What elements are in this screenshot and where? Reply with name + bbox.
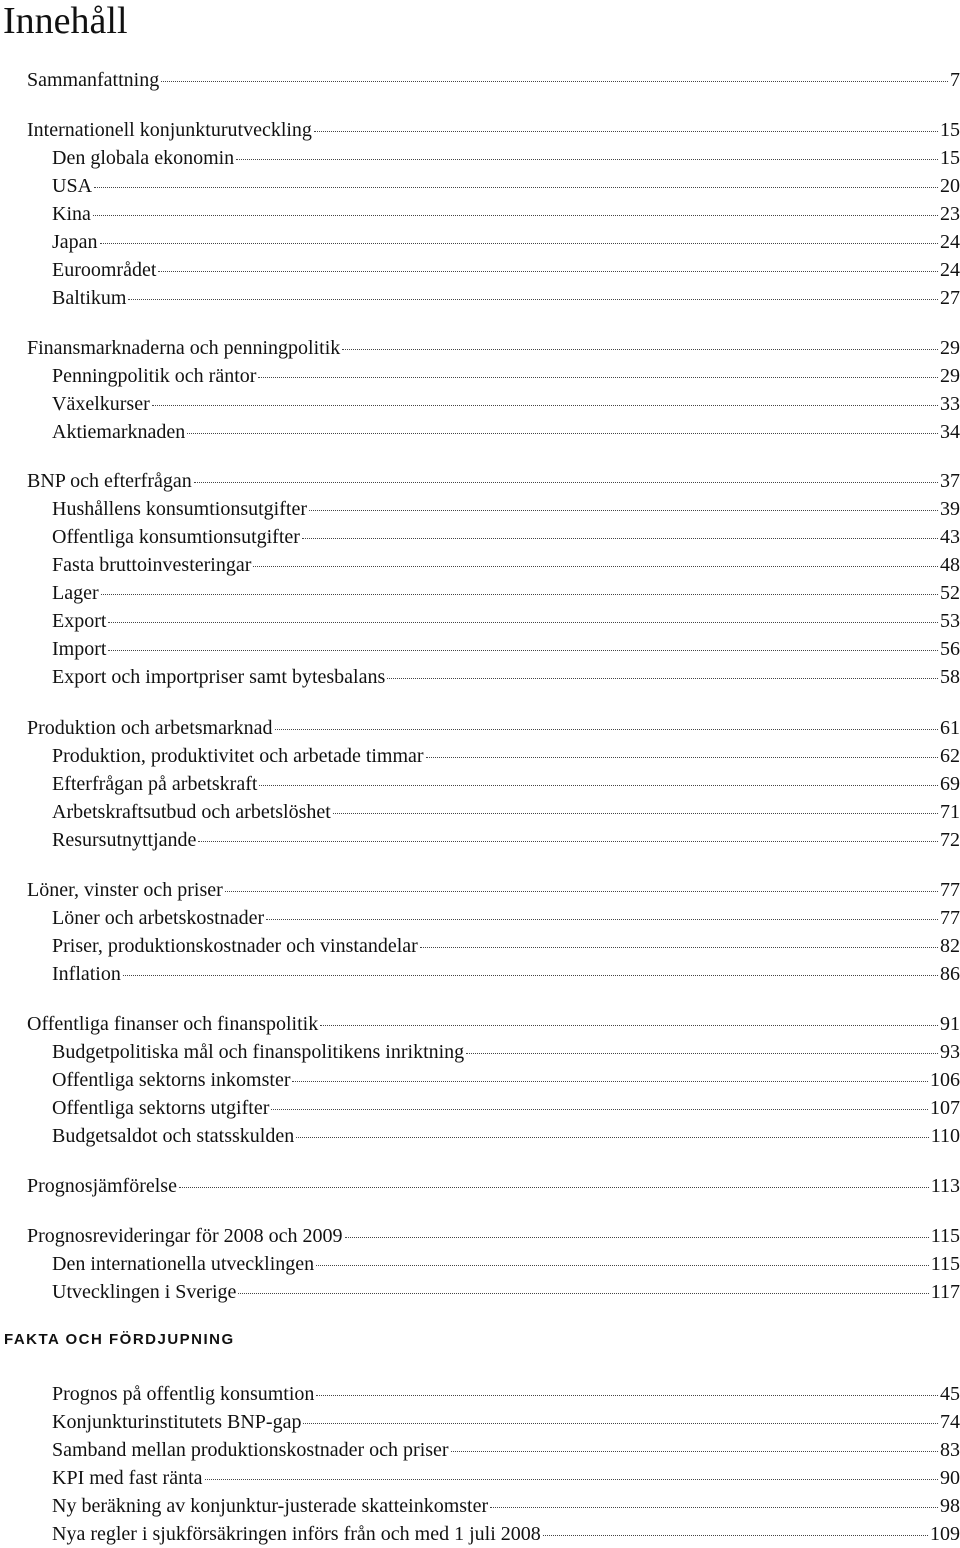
toc-entry-label: Import: [52, 638, 107, 660]
dot-leader: [94, 187, 938, 188]
toc-entry-label: Arbetskraftsutbud och arbetslöshet: [52, 801, 331, 823]
toc-entry-page: 24: [940, 231, 960, 253]
toc-entry-page: 48: [940, 554, 960, 576]
dot-leader: [236, 159, 938, 160]
toc-entry-page: 62: [940, 745, 960, 767]
dot-leader: [258, 377, 938, 378]
dot-leader: [451, 1451, 938, 1452]
dot-leader: [253, 566, 938, 567]
toc-subentry[interactable]: [52, 256, 960, 284]
toc-entry-page: 109: [930, 1523, 960, 1545]
dot-leader: [100, 243, 938, 244]
toc-entry-page: 115: [930, 1253, 960, 1275]
toc-entry-page: 53: [940, 610, 960, 632]
toc-subentry[interactable]: [52, 172, 960, 200]
fakta-section-heading: FAKTA OCH FÖRDJUPNING: [4, 1331, 235, 1348]
toc-entry-page: 77: [940, 907, 960, 929]
toc-entry-label: Prognosrevideringar för 2008 och 2009: [27, 1225, 343, 1247]
toc-entry-page: 29: [940, 365, 960, 387]
toc-entry[interactable]: [27, 1010, 960, 1038]
toc-entry-page: 77: [940, 879, 960, 901]
toc-entry[interactable]: [27, 467, 960, 495]
toc-entry-label: BNP och efterfrågan: [27, 470, 192, 492]
toc-entry-label: Internationell konjunkturutveckling: [27, 119, 312, 141]
dot-leader: [225, 891, 938, 892]
toc-entry-label: Prognosjämförelse: [27, 1175, 177, 1197]
toc-subentry[interactable]: [52, 1094, 960, 1122]
toc-entry-label: Ny beräkning av konjunktur-justerade skatteinkomster: [52, 1495, 489, 1517]
dot-leader: [296, 1137, 929, 1138]
toc-entry[interactable]: [27, 876, 960, 904]
toc-subentry[interactable]: [52, 1278, 960, 1306]
toc-entry[interactable]: [27, 116, 960, 144]
toc-subentry[interactable]: [52, 228, 960, 256]
toc-entry-label: Produktion, produktivitet och arbetade timmar: [52, 745, 424, 767]
toc-entry-label: Utvecklingen i Sverige: [52, 1281, 237, 1303]
toc-subentry[interactable]: [52, 798, 960, 826]
toc-entry-page: 15: [940, 147, 960, 169]
dot-leader: [158, 271, 938, 272]
dot-leader: [271, 1109, 928, 1110]
toc-entry-label: Löner och arbetskostnader: [52, 907, 265, 929]
toc-subentry[interactable]: [52, 960, 960, 988]
fakta-entry[interactable]: [52, 1380, 960, 1408]
toc-entry-label: Prognos på offentlig konsumtion: [52, 1383, 315, 1405]
toc-entry-label: Lager: [52, 582, 99, 604]
toc-entry-label: Euroområdet: [52, 259, 157, 281]
toc-entry-label: Offentliga konsumtionsutgifter: [52, 526, 300, 548]
toc-entry-page: 106: [930, 1069, 960, 1091]
dot-leader: [179, 1187, 929, 1188]
toc-entry-label: Budgetsaldot och statsskulden: [52, 1125, 295, 1147]
dot-leader: [387, 678, 938, 679]
toc-entry-page: 20: [940, 175, 960, 197]
toc-entry-page: 27: [940, 287, 960, 309]
toc-entry-label: Penningpolitik och räntor: [52, 365, 257, 387]
dot-leader: [108, 622, 938, 623]
dot-leader: [420, 947, 938, 948]
toc-entry-page: 98: [940, 1495, 960, 1517]
dot-leader: [161, 81, 948, 82]
dot-leader: [316, 1395, 938, 1396]
toc-entry-label: Löner, vinster och priser: [27, 879, 223, 901]
toc-entry-page: 58: [940, 666, 960, 688]
toc-subentry[interactable]: [52, 1066, 960, 1094]
dot-leader: [543, 1535, 928, 1536]
toc-entry-page: 39: [940, 498, 960, 520]
dot-leader: [303, 1423, 938, 1424]
toc-entry[interactable]: [27, 1222, 960, 1250]
toc-entry[interactable]: [27, 714, 960, 742]
toc-entry-page: 15: [940, 119, 960, 141]
toc-subentry[interactable]: [52, 551, 960, 579]
fakta-entry[interactable]: [52, 1436, 960, 1464]
dot-leader: [123, 975, 938, 976]
toc-entry-label: Inflation: [52, 963, 121, 985]
dot-leader: [198, 841, 938, 842]
toc-entry-page: 33: [940, 393, 960, 415]
toc-entry-label: Priser, produktionskostnader och vinstandelar: [52, 935, 418, 957]
dot-leader: [320, 1025, 938, 1026]
toc-entry-label: Offentliga sektorns inkomster: [52, 1069, 291, 1091]
toc-entry-page: 23: [940, 203, 960, 225]
toc-entry-page: 115: [930, 1225, 960, 1247]
dot-leader: [266, 919, 938, 920]
toc-entry-page: 93: [940, 1041, 960, 1063]
toc-entry-label: Hushållens konsumtionsutgifter: [52, 498, 307, 520]
toc-entry-label: Offentliga sektorns utgifter: [52, 1097, 270, 1119]
toc-entry-label: Kina: [52, 203, 91, 225]
fakta-entry[interactable]: [52, 1520, 960, 1548]
toc-subentry[interactable]: [52, 200, 960, 228]
toc-entry-page: 110: [930, 1125, 960, 1147]
dot-leader: [316, 1265, 929, 1266]
dot-leader: [259, 785, 938, 786]
toc-subentry[interactable]: [52, 1250, 960, 1278]
toc-entry[interactable]: [27, 66, 960, 94]
toc-entry[interactable]: [27, 1172, 960, 1200]
toc-subentry[interactable]: [52, 932, 960, 960]
toc-subentry[interactable]: [52, 284, 960, 312]
dot-leader: [238, 1293, 928, 1294]
toc-subentry[interactable]: [52, 523, 960, 551]
dot-leader: [194, 482, 938, 483]
page-title: Innehåll: [3, 0, 128, 42]
toc-entry-page: 72: [940, 829, 960, 851]
toc-entry-label: Produktion och arbetsmarknad: [27, 717, 273, 739]
dot-leader: [205, 1479, 938, 1480]
toc-subentry[interactable]: [52, 607, 960, 635]
toc-entry-label: Fasta bruttoinvesteringar: [52, 554, 252, 576]
toc-subentry[interactable]: [52, 144, 960, 172]
toc-subentry[interactable]: [52, 635, 960, 663]
toc-entry-label: Samband mellan produktionskostnader och priser: [52, 1439, 449, 1461]
toc-subentry[interactable]: [52, 579, 960, 607]
dot-leader: [490, 1507, 938, 1508]
toc-subentry[interactable]: [52, 495, 960, 523]
dot-leader: [426, 757, 938, 758]
dot-leader: [275, 729, 939, 730]
toc-entry-label: Den internationella utvecklingen: [52, 1253, 315, 1275]
dot-leader: [152, 405, 938, 406]
fakta-entry[interactable]: [52, 1492, 960, 1520]
toc-entry-label: Sammanfattning: [27, 69, 160, 91]
toc-entry-label: KPI med fast ränta: [52, 1467, 203, 1489]
toc-entry-page: 61: [940, 717, 960, 739]
toc-entry-label: Växelkurser: [52, 393, 150, 415]
toc-subentry[interactable]: [52, 418, 960, 446]
toc-subentry[interactable]: [52, 1038, 960, 1066]
toc-entry-page: 56: [940, 638, 960, 660]
toc-entry-label: Konjunkturinstitutets BNP-gap: [52, 1411, 302, 1433]
toc-entry-label: Den globala ekonomin: [52, 147, 235, 169]
toc-entry-label: Offentliga finanser och finanspolitik: [27, 1013, 319, 1035]
toc-entry-page: 24: [940, 259, 960, 281]
dot-leader: [333, 813, 938, 814]
toc-entry-page: 52: [940, 582, 960, 604]
toc-entry-page: 91: [940, 1013, 960, 1035]
toc-entry-page: 82: [940, 935, 960, 957]
toc-entry-page: 43: [940, 526, 960, 548]
toc-entry-label: Resursutnyttjande: [52, 829, 197, 851]
toc-subentry[interactable]: [52, 1122, 960, 1150]
toc-entry[interactable]: [27, 334, 960, 362]
toc-subentry[interactable]: [52, 362, 960, 390]
toc-subentry[interactable]: [52, 390, 960, 418]
toc-entry-page: 69: [940, 773, 960, 795]
toc-subentry[interactable]: [52, 742, 960, 770]
toc-entry-label: USA: [52, 175, 93, 197]
dot-leader: [93, 215, 938, 216]
toc-subentry[interactable]: [52, 663, 960, 691]
fakta-entry[interactable]: [52, 1464, 960, 1492]
toc-entry-page: 71: [940, 801, 960, 823]
toc-entry-page: 90: [940, 1467, 960, 1489]
toc-entry-label: Budgetpolitiska mål och finanspolitikens inriktning: [52, 1041, 465, 1063]
toc-entry-page: 83: [940, 1439, 960, 1461]
toc-subentry[interactable]: [52, 826, 960, 854]
toc-entry-page: 86: [940, 963, 960, 985]
dot-leader: [187, 433, 938, 434]
toc-entry-page: 107: [930, 1097, 960, 1119]
dot-leader: [309, 510, 938, 511]
toc-entry-label: Japan: [52, 231, 98, 253]
toc-entry-page: 7: [950, 69, 960, 91]
toc-entry-label: Nya regler i sjukförsäkringen införs från och med 1 juli 2008: [52, 1523, 541, 1545]
toc-entry-page: 113: [930, 1175, 960, 1197]
dot-leader: [314, 131, 938, 132]
dot-leader: [101, 594, 938, 595]
toc-entry-label: Baltikum: [52, 287, 127, 309]
toc-entry-label: Export: [52, 610, 107, 632]
dot-leader: [292, 1081, 928, 1082]
toc-entry-label: Finansmarknaderna och penningpolitik: [27, 337, 341, 359]
dot-leader: [345, 1237, 929, 1238]
toc-entry-label: Export och importpriser samt bytesbalans: [52, 666, 386, 688]
toc-entry-page: 74: [940, 1411, 960, 1433]
toc-entry-label: Efterfrågan på arbetskraft: [52, 773, 258, 795]
dot-leader: [108, 650, 938, 651]
dot-leader: [302, 538, 938, 539]
fakta-entry[interactable]: [52, 1408, 960, 1436]
toc-entry-label: Aktiemarknaden: [52, 421, 186, 443]
dot-leader: [342, 349, 938, 350]
toc-subentry[interactable]: [52, 770, 960, 798]
toc-subentry[interactable]: [52, 904, 960, 932]
toc-entry-page: 37: [940, 470, 960, 492]
toc-entry-page: 45: [940, 1383, 960, 1405]
dot-leader: [128, 299, 938, 300]
toc-entry-page: 29: [940, 337, 960, 359]
toc-entry-page: 117: [930, 1281, 960, 1303]
toc-entry-page: 34: [940, 421, 960, 443]
dot-leader: [466, 1053, 938, 1054]
